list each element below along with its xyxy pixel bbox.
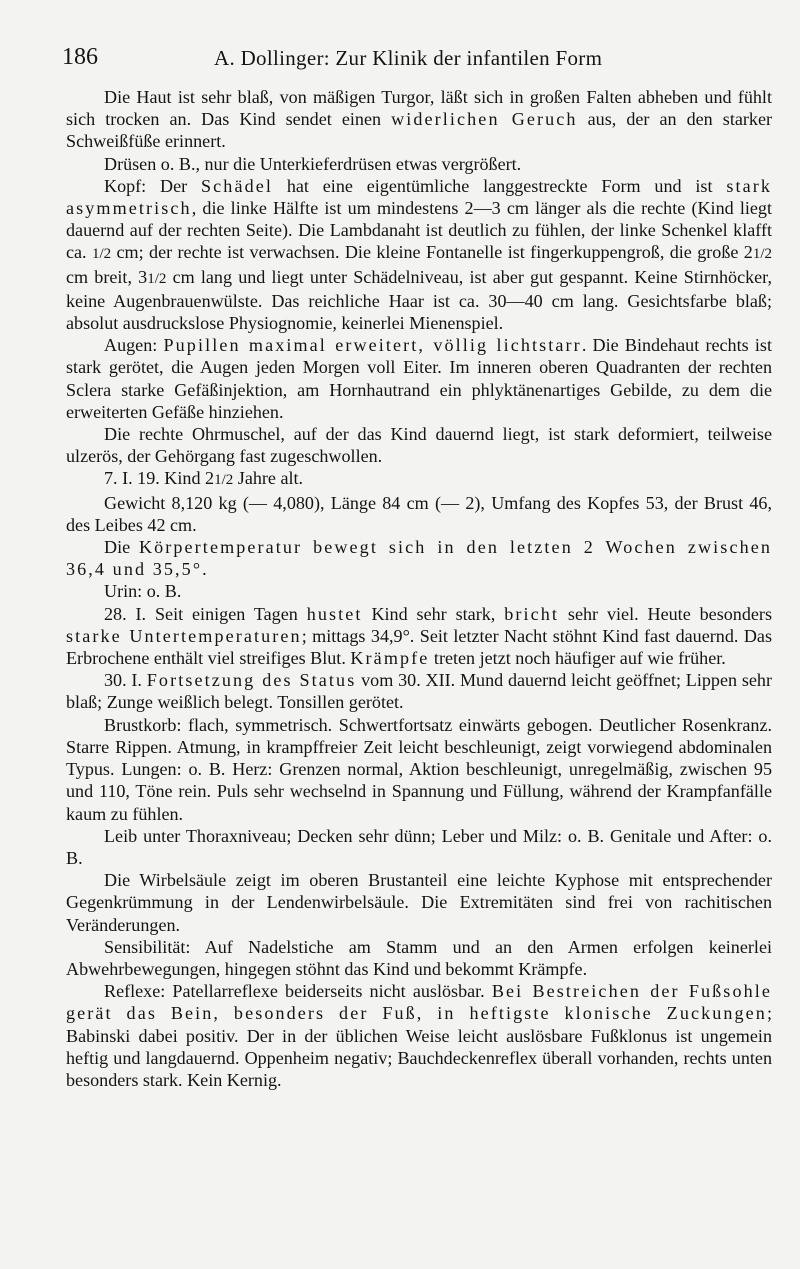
text-run: ; Babinski dabei positiv. Der in der üblichen Weise leicht auslösbare Fußklonus ist ungemein heftig und langdauernd. Oppenheim negativ; Bauchdeckenreflex überall vorhanden, rechts unten besonders stark. Kein Kernig. bbox=[66, 1003, 772, 1090]
fraction: 1/2 bbox=[752, 246, 773, 263]
spaced-emphasis: stark asymmetrisch bbox=[66, 175, 773, 219]
paragraph bbox=[66, 980, 772, 1091]
spaced-emphasis: bricht bbox=[504, 603, 560, 624]
paragraph bbox=[66, 467, 772, 491]
paragraph bbox=[66, 603, 772, 670]
spaced-emphasis: Fortsetzung des Status bbox=[146, 670, 357, 691]
paragraph bbox=[66, 714, 772, 825]
text-run: sehr viel. Heute besonders bbox=[559, 603, 772, 624]
fraction: 1/2 bbox=[214, 472, 234, 489]
text-run: ; mittags 34,9°. Seit letzter Nacht stöhnt Kind fast dauernd. Das Erbrochene enthält viel streifiges Blut. bbox=[66, 625, 773, 669]
text-run: treten jetzt noch häufiger auf wie früher. bbox=[429, 648, 726, 669]
text-run: Die Wirbelsäule zeigt im oberen Brustanteil eine leichte Kyphose mit entsprechender Gegenkrümmung in der Lendenwirbelsäule. Die Extremitäten sind frei von rachitischen Veränderungen. bbox=[66, 870, 772, 935]
text-run: Augen: bbox=[104, 335, 164, 356]
paragraph bbox=[66, 334, 772, 423]
paragraph bbox=[66, 580, 772, 602]
text-run: 30. I. bbox=[104, 670, 147, 691]
text-run: . Die Bindehaut rechts ist stark gerötet, die Augen jeden Morgen voll Eiter. Im inneren oberen Quadranten der rechten Sclera starke Gefäßinjektion, am Hornhautrand ein phlyktänenartiges Gebilde, zu dem die erweiterten Gefäße hinziehen. bbox=[66, 335, 772, 422]
text-run: . bbox=[202, 559, 207, 580]
paragraph bbox=[66, 536, 772, 580]
text-run: Gewicht 8,120 kg (— 4,080), Länge 84 cm (— 2), Umfang des Kopfes 53, der Brust 46, des Leibes 42 cm. bbox=[66, 492, 772, 535]
text-run: , die linke Hälfte ist um mindestens 2—3 cm länger als die rechte (Kind liegt dauernd auf der rechten Seite). Die Lambdanaht ist deutlich zu fühlen, der linke Schenkel klafft ca. bbox=[66, 198, 772, 263]
text-run: Kopf: Der bbox=[104, 175, 202, 196]
text-run: Brustkorb: flach, symmetrisch. Schwertfortsatz einwärts gebogen. Deutlicher Rosenkranz. Starre Rippen. Atmung, in krampffreier Zeit leicht beschleunigt, zeigt vorwiegend abdominalen Typus. Lungen: o. B. Herz: Grenzen normal, Aktion beschleunigt, unregelmäßig, zwischen 95 und 110, Töne rein. Puls sehr wechselnd in Spannung und Füllung, während der Krampfanfälle kaum zu fühlen. bbox=[66, 714, 772, 824]
page-header bbox=[62, 40, 742, 76]
text-run: Jahre alt. bbox=[233, 468, 304, 489]
text-run: Urin: o. B. bbox=[104, 581, 182, 602]
spaced-emphasis: hustet bbox=[306, 603, 363, 624]
text-run: cm; der rechte ist verwachsen. Die kleine Fontanelle ist fingerkuppengroß, die große 2 bbox=[111, 242, 753, 263]
fraction: 1/2 bbox=[91, 246, 112, 263]
paragraph bbox=[66, 669, 772, 713]
paragraph bbox=[66, 869, 772, 936]
text-run: Reflexe: Patellarreflexe beiderseits nicht auslösbar. bbox=[104, 981, 492, 1002]
text-run: vom 30. XII. Mund dauernd leicht geöffnet; Lippen sehr blaß; Zunge weißlich belegt. Tonsillen gerötet. bbox=[66, 670, 772, 713]
running-title: A. Dollinger: Zur Klinik der infantilen Form bbox=[214, 46, 603, 70]
text-run: 7. I. 19. Kind 2 bbox=[104, 468, 215, 489]
paragraph bbox=[66, 936, 772, 980]
text-run: Die bbox=[104, 537, 139, 558]
text-run: aus, der an den starker Schweißfüße erinnert. bbox=[66, 109, 773, 152]
text-run: Die Haut ist sehr blaß, von mäßigen Turgor, läßt sich in großen Falten abheben und fühlt sich trocken an. Das Kind sendet einen bbox=[66, 87, 772, 130]
spaced-emphasis: Körpertemperatur bewegt sich in den letzten 2 Wochen zwischen 36,4 und 35,5° bbox=[66, 537, 772, 580]
paragraph bbox=[66, 492, 772, 536]
spaced-emphasis: Krämpfe bbox=[350, 648, 430, 669]
text-run: 28. I. Seit einigen Tagen bbox=[104, 603, 307, 624]
text-run: cm breit, 3 bbox=[66, 266, 148, 287]
paragraph bbox=[66, 175, 772, 334]
paragraph bbox=[66, 153, 772, 175]
spaced-emphasis: Schädel bbox=[201, 175, 273, 196]
text-run: Leib unter Thoraxniveau; Decken sehr dünn; Leber und Milz: o. B. Genitale und After: o. B. bbox=[66, 825, 772, 868]
text-run: Die rechte Ohrmuschel, auf der das Kind dauernd liegt, ist stark deformiert, teilweise ulzerös, der Gehörgang fast zugeschwollen. bbox=[66, 424, 772, 467]
paragraph bbox=[66, 86, 772, 153]
spaced-emphasis: widerlichen Geruch bbox=[391, 109, 578, 130]
text-run: Sensibilität: Auf Nadelstiche am Stamm und an den Armen erfolgen keinerlei Abwehrbewegungen, hingegen stöhnt das Kind und bekommt Krämpfe. bbox=[66, 936, 772, 979]
paragraph bbox=[66, 423, 772, 467]
text-run: hat eine eigentümliche langgestreckte Form und ist bbox=[273, 175, 727, 196]
text-run: Drüsen o. B., nur die Unterkieferdrüsen etwas vergrößert. bbox=[104, 153, 522, 174]
body-text bbox=[66, 86, 772, 1091]
fraction: 1/2 bbox=[147, 270, 167, 287]
page-number: 186 bbox=[62, 44, 98, 70]
text-run: Kind sehr stark, bbox=[362, 603, 505, 624]
spaced-emphasis: Pupillen maximal erweitert, völlig lichtstarr bbox=[163, 335, 582, 356]
text-run: cm lang und liegt unter Schädelniveau, ist aber gut gespannt. Keine Stirnhöcker, keine Augenbrauenwülste. Das reichliche Haar ist ca. 30—40 cm lang. Gesichtsfarbe blaß; absolut ausdruckslose Physiognomie, keinerlei Mienenspiel. bbox=[66, 266, 772, 334]
spaced-emphasis: Bei Bestreichen der Fußsohle gerät das Bein, besonders der Fuß, in heftigste klonische Zuckungen bbox=[66, 981, 772, 1024]
spaced-emphasis: starke Untertemperaturen bbox=[66, 625, 302, 646]
paragraph bbox=[66, 825, 772, 869]
